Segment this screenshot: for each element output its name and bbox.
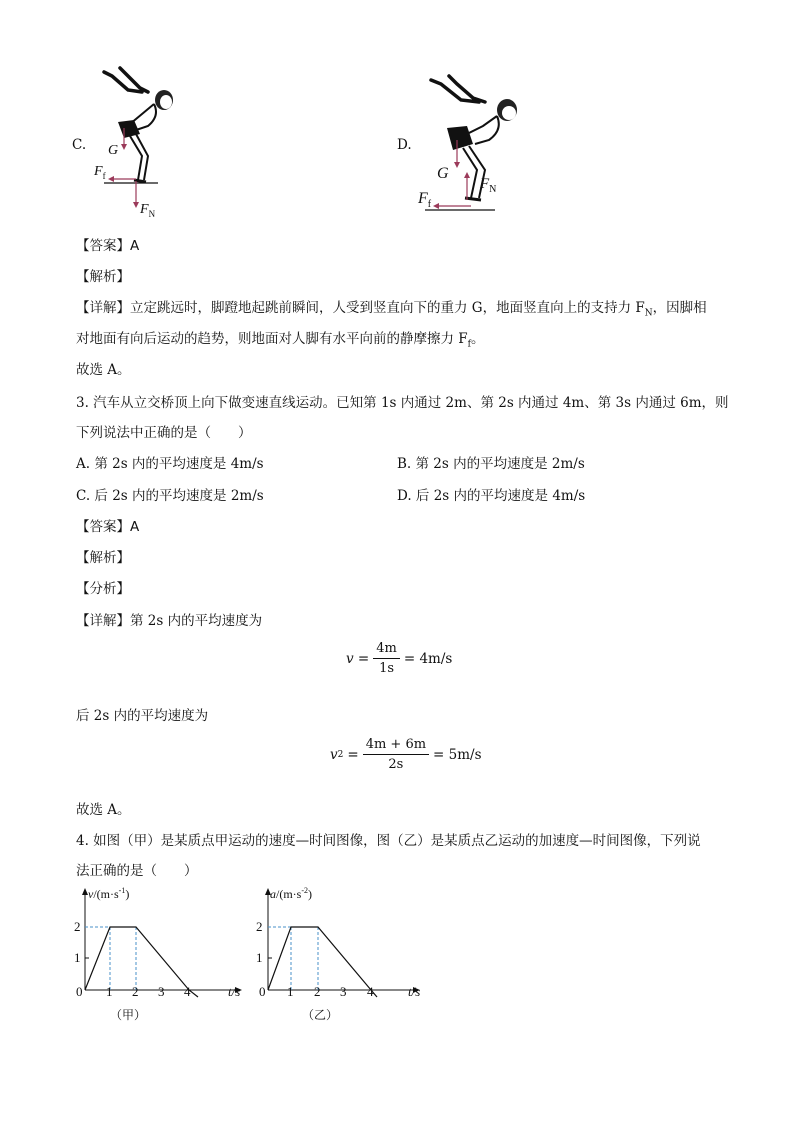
q2-detail-line2: 对地面有向后运动的趋势，则地面对人脚有水平向前的静摩擦力 $F_f$。 bbox=[76, 331, 485, 350]
q3-analysis-label: 【解析】 bbox=[76, 550, 130, 566]
graph-jia-tick-y2: 2 bbox=[74, 919, 81, 934]
q3-stem-line2: 下列说法中正确的是（ ） bbox=[76, 425, 252, 441]
option-c-figure bbox=[90, 64, 180, 224]
graph-yi-ylabel: $a/(m\cdot s^{-2})$ bbox=[270, 886, 313, 901]
option-d-fn-label: $F_N$ bbox=[480, 176, 497, 195]
q3-stem-line1: 3. 汽车从立交桥顶上向下做变速直线运动。已知第 1s 内通过 2m、第 2s 内通过 4m、第 3s 内通过 6m，则 bbox=[76, 395, 729, 411]
graph-jia-tick-x2: 2 bbox=[132, 984, 139, 999]
graph-yi-tick-x1: 1 bbox=[287, 984, 294, 999]
graph-jia-caption: （甲） bbox=[110, 1008, 147, 1022]
q3-option-c: C. 后 2s 内的平均速度是 2m/s bbox=[76, 488, 264, 504]
graph-jia-tick-y1: 1 bbox=[74, 950, 81, 965]
q2-conclusion: 故选 A。 bbox=[76, 362, 131, 378]
option-c-fn-label: $F_N$ bbox=[140, 202, 156, 219]
graph-yi-tick-x4: 4 bbox=[367, 984, 374, 999]
q3-mid-text: 后 2s 内的平均速度为 bbox=[76, 708, 209, 724]
graph-yi-tick-y2: 2 bbox=[256, 919, 263, 934]
q3-option-d: D. 后 2s 内的平均速度是 4m/s bbox=[397, 488, 586, 504]
q3-detail: 【详解】第 2s 内的平均速度为 bbox=[76, 613, 263, 629]
q3-conclusion: 故选 A。 bbox=[76, 802, 131, 818]
q3-answer: 【答案】A bbox=[76, 519, 140, 535]
option-c-g-label: G bbox=[108, 143, 119, 158]
graph-yi-tick-y1: 1 bbox=[256, 950, 263, 965]
graph-yi-tick-x2: 2 bbox=[314, 984, 321, 999]
graph-jia-ylabel: $v/(m\cdot s^{-1})$ bbox=[88, 886, 130, 901]
graph-jia-tick-x3: 3 bbox=[158, 984, 165, 999]
q4-stem-line1: 4. 如图（甲）是某质点甲运动的速度—时间图像，图（乙）是某质点乙运动的加速度—时间图像，下列说 bbox=[76, 833, 701, 849]
option-d-letter: D. bbox=[397, 137, 412, 153]
graph-yi-tick-x0: 0 bbox=[259, 984, 266, 999]
graph-yi-caption: （乙） bbox=[302, 1008, 339, 1022]
graph-yi-tick-x3: 3 bbox=[340, 984, 347, 999]
q3-option-b: B. 第 2s 内的平均速度是 2m/s bbox=[397, 456, 585, 472]
q2-detail-line1: 【详解】立定跳远时，脚蹬地起跳前瞬间，人受到竖直向下的重力 G，地面竖直向上的支持力 $F_N$，因脚相 bbox=[76, 300, 707, 319]
q4-stem-line2: 法正确的是（ ） bbox=[76, 863, 198, 879]
graph-jia-tick-x1: 1 bbox=[106, 984, 113, 999]
option-d-figure bbox=[415, 72, 525, 217]
graph-jia-tick-x0: 0 bbox=[76, 984, 83, 999]
q3-option-a: A. 第 2s 内的平均速度是 4m/s bbox=[76, 456, 264, 472]
q3-equation-2: v 2 = $\frac{4m + 6m}{2s}$ = 5m/s bbox=[330, 737, 482, 772]
option-d-ff-label: $F_f$ bbox=[418, 190, 432, 211]
graph-jia-tick-x4: 4 bbox=[184, 984, 191, 999]
option-d-g-label: G bbox=[437, 165, 449, 182]
q2-analysis-label: 【解析】 bbox=[76, 269, 130, 285]
q2-answer: 【答案】A bbox=[76, 238, 140, 254]
option-c-ff-label: $F_f$ bbox=[94, 164, 106, 181]
graph-jia-xlabel: t/s bbox=[228, 984, 241, 999]
q3-equation-1: v = $\frac{4m}{1s}$ = 4m/s bbox=[346, 641, 453, 676]
graph-yi-xlabel: t/s bbox=[408, 984, 421, 999]
q3-fenxi-label: 【分析】 bbox=[76, 581, 130, 597]
option-c-letter: C. bbox=[72, 137, 87, 153]
